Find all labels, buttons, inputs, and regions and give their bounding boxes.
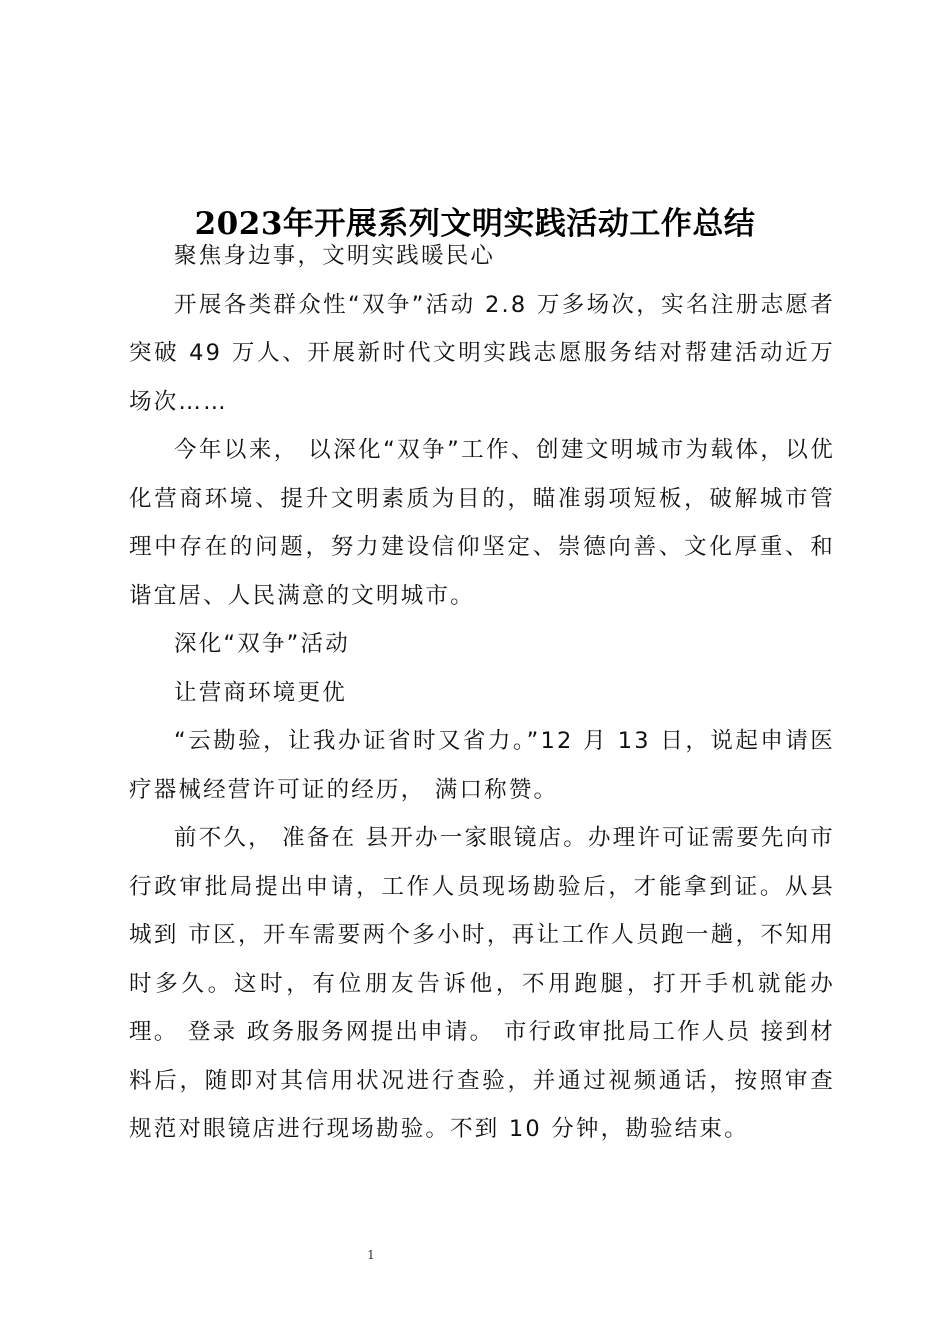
paragraph-subtitle: 聚焦身边事，文明实践暖民心 — [174, 243, 496, 269]
page-number: 1 — [367, 1248, 375, 1262]
document-title: 2023年开展系列文明实践活动工作总结 — [194, 205, 756, 242]
paragraph-quote: “云勘验，让我办证省时又省力。”12 月 13 日，说起申请医疗器械经营许可证的经历， 满口称赞。 — [129, 728, 835, 803]
paragraph-story: 前不久， 准备在 县开办一家眼镜店。办理许可证需要先向市行政审批局提出申请，工作人员现场勘验后，才能拿到证。从县城到 市区，开车需要两个多小时，再让工作人员跑一趟，不知用时多久。这时，有位朋友告诉他，不用跑腿，打开手机就能办理。 登录 政务服务网提出申请。 市行政审批局工作人员 接到材料后，随即对其信用状况进行查验，并通过视频通话，按照审查规范对眼镜店进行现场勘验。不到 10 分钟，勘验结束。 — [129, 825, 835, 1142]
paragraph-section-heading: 深化“双争”活动 — [174, 631, 350, 657]
paragraph-section-subheading: 让营商环境更优 — [174, 679, 347, 706]
document-body — [129, 232, 835, 1154]
paragraph-intro: 今年以来， 以深化“双争”工作、创建文明城市为载体，以优化营商环境、提升文明素质为目的，瞄准弱项短板，破解城市管理中存在的问题，努力建设信仰坚定、崇德向善、文化厚重、和谐宜居、人民满意的文明城市。 — [129, 437, 835, 609]
paragraph-statistics: 开展各类群众性“双争”活动 2.8 万多场次，实名注册志愿者突破 49 万人、开展新时代文明实践志愿服务结对帮建活动近万场次…… — [129, 291, 835, 415]
